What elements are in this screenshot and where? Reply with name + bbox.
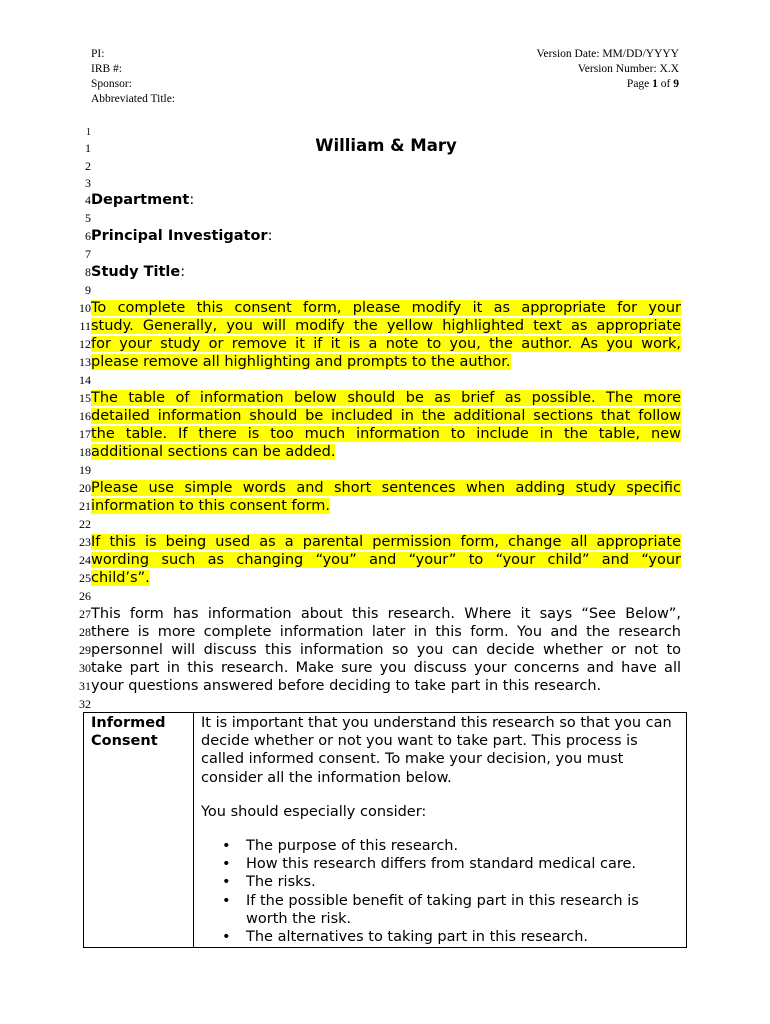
bullet-icon: • xyxy=(222,874,231,891)
line-number: 3 xyxy=(85,176,91,190)
instruction-line: the table. If there is too much information to include in the table, new xyxy=(91,426,681,443)
informed-consent-table xyxy=(83,712,687,948)
intro-paragraph xyxy=(91,605,681,695)
line-number: 21 xyxy=(79,499,91,513)
list-item xyxy=(222,855,680,873)
intro-line: your questions answered before deciding to take part in this research. xyxy=(91,678,602,695)
line-number: 4 xyxy=(85,193,91,207)
instruction-line: additional sections can be added. xyxy=(91,444,336,461)
instruction-line: child’s”. xyxy=(91,570,150,587)
colon: : xyxy=(180,264,186,280)
instruction-line: wording such as changing “you” and “your” to “your child” and “your xyxy=(91,552,681,569)
document-title: William & Mary xyxy=(315,136,457,155)
intro-line: there is more complete information later in this form. You and the research xyxy=(91,624,681,641)
consent-paragraph: It is important that you understand this research so that you can decide whether or not you want to take part. This process is called informed consent. To make your decision, you must consider all the information below. xyxy=(201,715,672,786)
instruction-line: To complete this consent form, please modify it as appropriate for your xyxy=(91,300,681,316)
line-number: 1 xyxy=(86,127,91,138)
sponsor-label: Sponsor: xyxy=(91,78,132,90)
list-item-text: The purpose of this research. xyxy=(246,838,459,855)
department-label: Department xyxy=(91,192,190,208)
instruction-paragraph-3 xyxy=(91,479,681,515)
header-right xyxy=(537,47,679,92)
instruction-line: please remove all highlighting and prompts to the author. xyxy=(91,354,511,371)
instruction-line: detailed information should be included in the additional sections that follow xyxy=(91,408,681,425)
line-number: 28 xyxy=(79,625,91,639)
line-number: 23 xyxy=(79,535,91,549)
line-number: 18 xyxy=(79,445,91,459)
consider-text: You should especially consider: xyxy=(201,803,427,820)
line-number: 11 xyxy=(79,319,91,333)
table-content-cell xyxy=(194,713,687,948)
bullet-icon: • xyxy=(222,892,231,909)
line-number: 24 xyxy=(79,553,91,567)
line-number: 5 xyxy=(85,211,91,225)
list-item xyxy=(222,873,680,891)
intro-line: take part in this research. Make sure you discuss your concerns and have all xyxy=(91,660,681,677)
instruction-line: information to this consent form. xyxy=(91,498,330,515)
list-item-text: How this research differs from standard medical care. xyxy=(246,856,636,873)
line-number: 12 xyxy=(79,337,91,351)
line-number: 27 xyxy=(79,607,91,621)
list-item xyxy=(222,892,680,928)
line-number: 17 xyxy=(79,427,91,441)
list-item-text: If the possible benefit of taking part in this research is worth the risk. xyxy=(246,892,639,927)
colon: : xyxy=(267,228,273,244)
abbreviated-title-label: Abbreviated Title: xyxy=(91,93,176,105)
line-number: 10 xyxy=(79,301,91,315)
instruction-paragraph-4 xyxy=(91,533,681,587)
pi-label: PI: xyxy=(91,48,105,60)
instruction-paragraph-2 xyxy=(91,389,681,461)
line-number: 1 xyxy=(85,141,91,155)
principal-investigator-line xyxy=(91,227,681,245)
page-current: 1 xyxy=(652,78,658,90)
line-number: 30 xyxy=(79,661,91,675)
line-number: 25 xyxy=(79,571,91,585)
line-number: 15 xyxy=(79,391,91,405)
consent-label: Consent xyxy=(91,733,158,750)
consideration-list xyxy=(201,837,680,946)
list-item xyxy=(222,928,680,946)
instruction-line: If this is being used as a parental permission form, change all appropriate xyxy=(91,534,681,550)
intro-line: personnel will discuss this information so you can decide whether or not to xyxy=(91,642,681,659)
header-left xyxy=(91,47,175,107)
colon: : xyxy=(189,192,195,208)
line-number: 31 xyxy=(79,679,91,693)
instruction-line: The table of information below should be as brief as possible. The more xyxy=(91,390,681,406)
intro-line: This form has information about this research. Where it says “See Below”, xyxy=(91,606,681,622)
bullet-icon: • xyxy=(222,856,231,873)
department-line xyxy=(91,191,681,209)
table-row xyxy=(84,713,687,948)
study-title-line xyxy=(91,263,681,281)
study-title-label: Study Title xyxy=(91,264,181,280)
principal-investigator-label: Principal Investigator xyxy=(91,228,268,244)
irb-label: IRB #: xyxy=(91,63,122,75)
bullet-icon: • xyxy=(222,929,231,946)
line-number: 9 xyxy=(85,283,91,297)
line-number: 8 xyxy=(85,265,91,279)
line-number: 20 xyxy=(79,481,91,495)
bullet-icon: • xyxy=(222,838,231,855)
list-item-text: The alternatives to taking part in this research. xyxy=(246,929,589,946)
line-number: 7 xyxy=(85,247,91,261)
line-number: 16 xyxy=(79,409,91,423)
line-number: 2 xyxy=(85,159,91,173)
line-number: 32 xyxy=(79,697,91,711)
line-number: 26 xyxy=(79,589,91,603)
version-number: Version Number: X.X xyxy=(577,63,679,75)
line-number: 19 xyxy=(79,463,91,477)
list-item xyxy=(222,837,680,855)
line-number: 29 xyxy=(79,643,91,657)
page-total: 9 xyxy=(673,78,679,90)
line-number: 6 xyxy=(85,229,91,243)
instruction-paragraph-1 xyxy=(91,299,681,371)
table-label-cell xyxy=(84,713,194,948)
instruction-line: study. Generally, you will modify the yellow highlighted text as appropriate xyxy=(91,318,681,335)
page-indicator xyxy=(537,77,679,92)
informed-label: Informed xyxy=(91,715,166,731)
instruction-line: Please use simple words and short sentences when adding study specific xyxy=(91,480,681,496)
line-number: 13 xyxy=(79,355,91,369)
line-number: 14 xyxy=(79,373,91,387)
line-number: 22 xyxy=(79,517,91,531)
instruction-line: for your study or remove it if it is a note to you, the author. As you work, xyxy=(91,336,681,353)
version-date: Version Date: MM/DD/YYYY xyxy=(536,48,679,60)
page-of: of xyxy=(657,78,674,90)
page-prefix: Page xyxy=(626,78,653,90)
list-item-text: The risks. xyxy=(246,874,316,891)
